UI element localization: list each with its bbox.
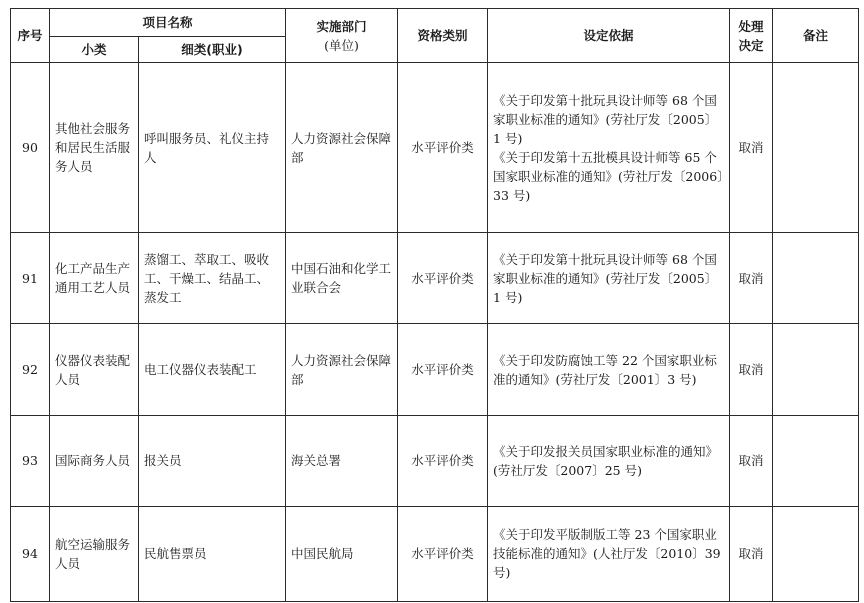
basis-line: 《关于印发防腐蚀工等 22 个国家职业标准的通知》(劳社厅发〔2001〕3 号) — [493, 352, 717, 387]
header-dept-title: 实施部门 — [316, 18, 367, 34]
row-dept: 人力资源社会保障部 — [286, 63, 398, 233]
row-dept: 中国民航局 — [286, 506, 398, 601]
row-qual: 水平评价类 — [398, 233, 488, 324]
header-decision-line1: 处理 — [738, 18, 764, 34]
row-decision: 取消 — [730, 324, 773, 415]
qualification-table — [10, 8, 859, 602]
header-subclass: 小类 — [50, 37, 139, 63]
row-detail: 民航售票员 — [139, 506, 286, 601]
row-decision: 取消 — [730, 233, 773, 324]
row-qual: 水平评价类 — [398, 415, 488, 506]
row-decision: 取消 — [730, 63, 773, 233]
table-row — [11, 506, 859, 601]
row-qual: 水平评价类 — [398, 63, 488, 233]
row-qual: 水平评价类 — [398, 506, 488, 601]
row-qual: 水平评价类 — [398, 324, 488, 415]
header-qual-type: 资格类别 — [398, 9, 488, 63]
row-remarks — [773, 63, 859, 233]
basis-line: 《关于印发报关员国家职业标准的通知》(劳社厅发〔2007〕25 号) — [493, 443, 719, 478]
row-detail: 电工仪器仪表装配工 — [139, 324, 286, 415]
row-subclass: 国际商务人员 — [50, 415, 139, 506]
basis-line: 《关于印发第十五批模具设计师等 65 个国家职业标准的通知》(劳社厅发〔2006〕33 号) — [493, 149, 724, 203]
row-subclass: 其他社会服务和居民生活服务人员 — [50, 63, 139, 233]
row-detail: 呼叫服务员、礼仪主持人 — [139, 63, 286, 233]
row-remarks — [773, 233, 859, 324]
basis-line: 《关于印发第十批玩具设计师等 68 个国家职业标准的通知》(劳社厅发〔2005〕1 号) — [493, 92, 718, 146]
row-seq: 92 — [11, 324, 50, 415]
row-subclass: 仪器仪表装配人员 — [50, 324, 139, 415]
row-seq: 90 — [11, 63, 50, 233]
header-decision-line2: 决定 — [738, 37, 764, 53]
header-project-name: 项目名称 — [50, 9, 286, 37]
row-basis — [488, 415, 730, 506]
row-detail: 报关员 — [139, 415, 286, 506]
row-dept: 中国石油和化学工业联合会 — [286, 233, 398, 324]
row-basis — [488, 233, 730, 324]
row-dept: 人力资源社会保障部 — [286, 324, 398, 415]
row-dept: 海关总署 — [286, 415, 398, 506]
row-seq: 94 — [11, 506, 50, 601]
header-remarks: 备注 — [773, 9, 859, 63]
row-decision: 取消 — [730, 506, 773, 601]
basis-line: 《关于印发第十批玩具设计师等 68 个国家职业标准的通知》(劳社厅发〔2005〕1 号) — [493, 251, 718, 305]
row-detail: 蒸馏工、萃取工、吸收工、干燥工、结晶工、蒸发工 — [139, 233, 286, 324]
row-seq: 93 — [11, 415, 50, 506]
table-row — [11, 63, 859, 233]
table-row — [11, 324, 859, 415]
header-dept — [286, 9, 398, 63]
row-decision: 取消 — [730, 415, 773, 506]
row-seq: 91 — [11, 233, 50, 324]
row-basis — [488, 324, 730, 415]
row-basis — [488, 63, 730, 233]
header-basis: 设定依据 — [488, 9, 730, 63]
header-seq: 序号 — [11, 9, 50, 63]
row-subclass: 航空运输服务人员 — [50, 506, 139, 601]
header-decision — [730, 9, 773, 63]
table-row — [11, 415, 859, 506]
row-basis — [488, 506, 730, 601]
row-remarks — [773, 506, 859, 601]
header-dept-sub: (单位) — [324, 37, 359, 53]
row-subclass: 化工产品生产通用工艺人员 — [50, 233, 139, 324]
table-row — [11, 233, 859, 324]
row-remarks — [773, 415, 859, 506]
row-remarks — [773, 324, 859, 415]
header-detail: 细类(职业) — [139, 37, 286, 63]
basis-line: 《关于印发平版制版工等 23 个国家职业技能标准的通知》(人社厅发〔2010〕39 号) — [493, 527, 721, 581]
